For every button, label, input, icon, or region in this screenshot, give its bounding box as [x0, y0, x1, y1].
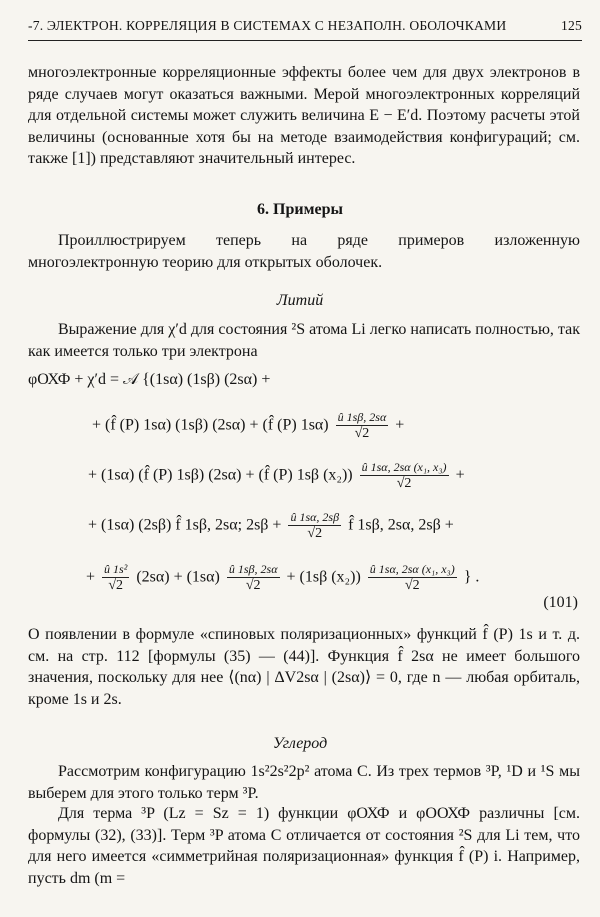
fraction-numerator: û 1sβ, 2sα	[337, 410, 387, 424]
fraction-numerator: û 1s²	[104, 562, 128, 576]
subsection-carbon: Углерод	[272, 735, 328, 752]
equation-line-3	[88, 460, 465, 492]
paragraph-3: Выражение для χ′d для состояния ²S атома Li легко написать полностью, так как имеется только три электрона	[28, 321, 580, 360]
page-number: 125	[561, 18, 582, 33]
eq-fraction	[102, 562, 129, 594]
eq-line3-tail: +	[455, 466, 465, 484]
fraction-denominator: √2	[245, 578, 261, 593]
eq-line4-text: + (1sα) (2sβ) f̂ 1sβ, 2sα; 2sβ +	[88, 516, 282, 534]
header-rule	[28, 40, 582, 41]
running-header	[28, 18, 582, 34]
fraction-numerator: û 1sβ, 2sα	[228, 562, 278, 576]
equation-number: (101)	[543, 594, 578, 611]
equation-line-5: + $\frac{\text{û 1s²}}{√2}$ (2sα) + (1sα) $\frac{û 1s\beta, 2s\alpha}{√2}$ + (1sβ (x₂)) $\frac{\text{û 1sα, 2sα (x₁, x₃)}}{√2}$ } .	[86, 562, 480, 593]
eq-line5-text-b: + (1sβ (x₂))	[286, 568, 361, 586]
fraction-denominator: √2	[404, 578, 420, 593]
fraction-numerator: û 1sα, 2sα (x₁, x₃)	[361, 460, 447, 474]
paragraph-5: Рассмотрим конфигурацию 1s²2s²2p² атома С. Из трех термов ³P, ¹D и ¹S мы выберем для этого только терм ³P.	[28, 763, 580, 802]
subsection-lithium: Литий	[276, 292, 324, 309]
eq-fraction	[368, 562, 457, 594]
fraction-denominator: √2	[108, 578, 124, 593]
eq-fraction	[360, 460, 449, 492]
eq-line2-text: + (f̂ (P) 1sα) (1sβ) (2sα) + (f̂ (P) 1sα)	[92, 416, 329, 434]
fraction-denominator: √2	[396, 476, 412, 491]
fraction-numerator: û 1sα, 2sβ	[290, 510, 340, 524]
eq-fraction	[227, 562, 280, 594]
equation-line-4	[88, 510, 454, 542]
eq-line4-tail: f̂ 1sβ, 2sα, 2sβ +	[348, 516, 454, 534]
paragraph-1: многоэлектронные корреляционные эффекты более чем для двух электронов в ряде случаев могут оказаться важными. Мерой многоэлектронных корреляций для отдельной системы может служить величина E − E′d. Поэтому расчеты этой величины (основанные хотя бы на методе взаимодействия конфигураций; см. также [1]) представляют значительный интерес.	[28, 64, 580, 167]
equation-line-2	[92, 410, 404, 442]
equation-line-1: φОХФ + χ′d = 𝒜 {(1sα) (1sβ) (2sα) +	[28, 371, 271, 388]
eq-line2-tail: +	[395, 416, 405, 434]
running-title: -7. ЭЛЕКТРОН. КОРРЕЛЯЦИЯ В СИСТЕМАХ С НЕЗАПОЛН. ОБОЛОЧКАМИ	[28, 18, 507, 33]
section-title: 6. Примеры	[257, 201, 343, 218]
eq-line5-text-c: } .	[463, 568, 480, 586]
eq-fraction	[336, 410, 389, 442]
paragraph-4: О появлении в формуле «спиновых поляризационных» функций f̂ (P) 1s и т. д. см. на стр. 112 [формулы (35) — (44)]. Функция f̂ 2sα не имеет большого значения, поскольку для нее ⟨(nα) | ΔV2sα | (2sα)⟩ = 0, где n — любая орбиталь, кроме 1s и 2s.	[28, 626, 580, 708]
eq-fraction	[288, 510, 341, 542]
paragraph-2: Проиллюстрируем теперь на ряде примеров изложенную многоэлектронную теорию для открытых оболочек.	[28, 232, 580, 271]
paragraph-6: Для терма ³P (Lz = Sz = 1) функции φОХФ и φООХФ различны [см. формулы (32), (33)]. Терм ³P атома С отличается от состояния ²S для Li тем, что для него имеется «симметрийная поляризационная» функция f̂ (P) i. Например, пусть dm (m =	[28, 805, 580, 887]
fraction-denominator: √2	[354, 426, 370, 441]
fraction-denominator: √2	[307, 526, 323, 541]
eq-line5-text-a: (2sα) + (1sα)	[136, 568, 220, 586]
eq-line3-text: + (1sα) (f̂ (P) 1sβ) (2sα) + (f̂ (P) 1sβ (x₂))	[88, 466, 353, 484]
fraction-numerator: û 1sα, 2sα (x₁, x₃)	[369, 562, 455, 576]
